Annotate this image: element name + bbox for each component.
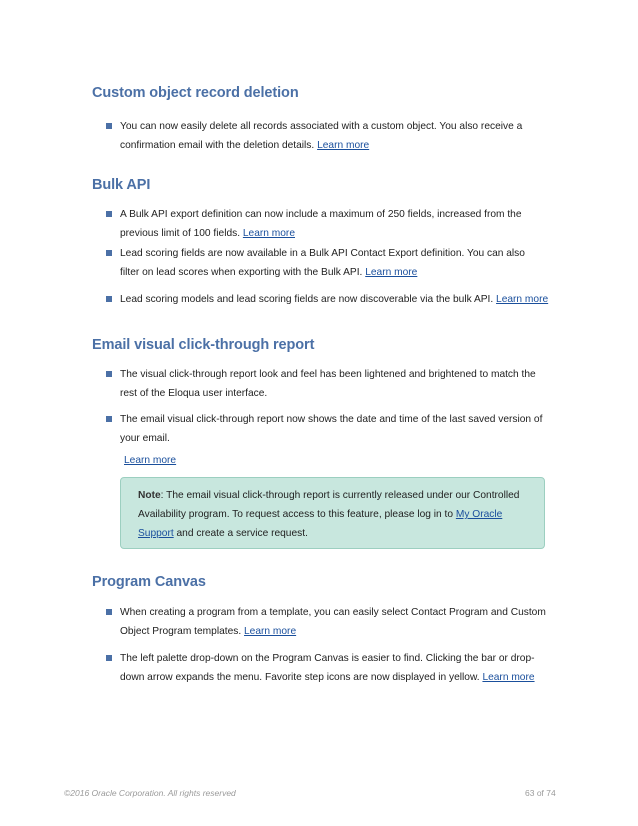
item-text: The visual click-through report look and feel has been lightened and brightened to match the rest of the Eloqua user interface. — [120, 369, 536, 399]
section-heading-program-canvas: Program Canvas — [92, 574, 206, 590]
item-text: The left palette drop-down on the Program Canvas is easier to find. Clicking the bar or drop-down arrow expands the menu. Favorite step icons are now displayed in yellow. — [120, 653, 535, 683]
bullet-icon — [106, 211, 112, 217]
note-label: Note — [138, 490, 161, 501]
learn-more-link[interactable]: Learn more — [244, 626, 297, 637]
list-item — [106, 117, 546, 155]
bullet-icon — [106, 609, 112, 615]
item-text: A Bulk API export definition can now include a maximum of 250 fields, increased from the previous limit of 100 fields. — [120, 209, 522, 239]
footer-copyright: ©2016 Oracle Corporation. All rights reserved — [64, 788, 236, 798]
list-item — [106, 205, 546, 243]
learn-more-link[interactable]: Learn more — [365, 267, 418, 278]
item-text: The email visual click-through report now shows the date and time of the last saved version of your email. — [120, 414, 543, 444]
list-item — [106, 244, 546, 282]
section-heading-bulk-api: Bulk API — [92, 177, 151, 193]
list-item — [106, 365, 546, 403]
learn-more-link[interactable]: Learn more — [482, 672, 535, 683]
section-heading-custom-object: Custom object record deletion — [92, 85, 299, 101]
bullet-icon — [106, 416, 112, 422]
note-box — [120, 477, 545, 549]
item-text: You can now easily delete all records associated with a custom object. You also receive a confirmation email with the deletion details. — [120, 121, 523, 151]
learn-more-link[interactable]: Learn more — [124, 455, 177, 466]
note-text-after: and create a service request. — [173, 528, 308, 539]
list-item — [106, 290, 556, 309]
footer-page-number: 63 of 74 — [525, 788, 556, 798]
item-text: Lead scoring fields are now available in a Bulk API Contact Export definition. You can also filter on lead scores when exporting with the Bulk API. — [120, 248, 525, 278]
list-item — [106, 603, 546, 641]
note-text: : The email visual click-through report is currently released under our Controlled Availability program. To request access to this feature, please log in to — [138, 490, 520, 520]
list-item — [106, 649, 546, 687]
bullet-icon — [106, 123, 112, 129]
bullet-icon — [106, 250, 112, 256]
learn-more-link[interactable]: Learn more — [496, 294, 549, 305]
item-text: Lead scoring models and lead scoring fields are now discoverable via the bulk API. — [120, 294, 494, 305]
learn-more-link[interactable]: Learn more — [317, 140, 370, 151]
learn-more-link[interactable]: Learn more — [242, 228, 295, 239]
section-heading-email-visual: Email visual click-through report — [92, 337, 315, 353]
item-text: When creating a program from a template, you can easily select Contact Program and Custom Object Program templates. — [120, 607, 546, 637]
my-oracle-support-link[interactable]: My Oracle Support — [138, 509, 503, 539]
bullet-icon — [106, 371, 112, 377]
bullet-icon — [106, 655, 112, 661]
bullet-icon — [106, 296, 112, 302]
list-item — [106, 410, 546, 448]
